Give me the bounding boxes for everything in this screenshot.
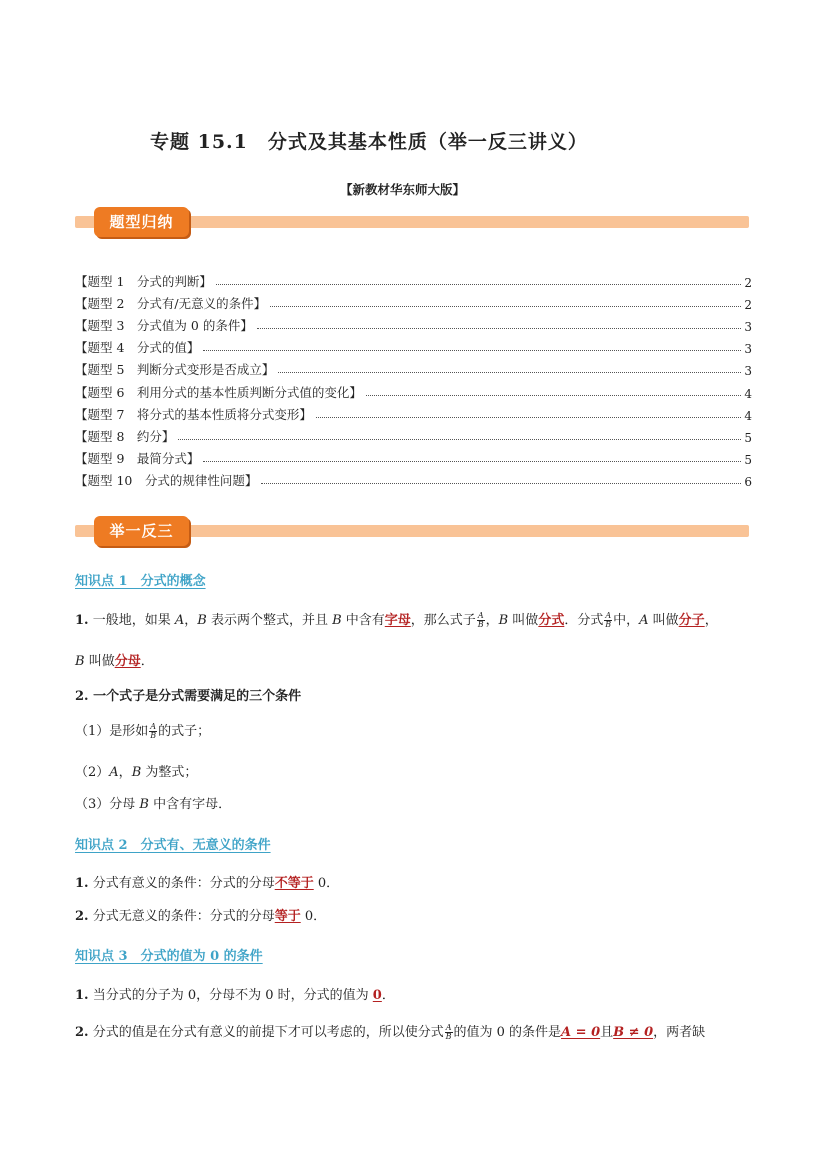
text: 当分式的分子为 0，分母不为 0 时，分式的值为 <box>88 988 373 1003</box>
toc-dot-leader <box>366 395 741 396</box>
var-b: B <box>498 613 509 628</box>
item-number: 2. <box>75 1025 89 1040</box>
fill-answer: 不等于 <box>274 876 314 891</box>
page-subtitle: 【新教材华东师大版】 <box>340 182 466 197</box>
var-a: A <box>109 765 119 780</box>
fraction-denominator: B <box>605 620 612 629</box>
text: ， <box>485 613 499 628</box>
text: ， <box>118 765 132 780</box>
var-a: A <box>174 613 185 628</box>
toc-dot-leader <box>178 439 741 440</box>
toc-page-number: 3 <box>744 342 752 357</box>
toc-dot-leader <box>216 284 741 285</box>
fraction-denominator: B <box>445 1032 452 1041</box>
toc-entry-label: 【题型 1 分式的判断】 <box>75 274 212 290</box>
toc-entry[interactable] <box>75 401 752 423</box>
fill-answer: A = 0 <box>561 1025 601 1040</box>
kp1-paragraph-2: 2. 一个式子是分式需要满足的三个条件 <box>75 689 302 704</box>
text: 的式子； <box>158 724 211 739</box>
fill-answer: 分母 <box>114 654 141 669</box>
toc-page-number: 5 <box>744 452 752 467</box>
knowledge-point-2-heading: 知识点 2 分式有、无意义的条件 <box>75 838 271 853</box>
text: 表示两个整式，并且 <box>206 613 333 628</box>
kp1-condition-2 <box>75 761 197 780</box>
text: ，两者缺 <box>653 1025 706 1040</box>
fraction-numerator: A <box>150 722 157 731</box>
fill-answer: B ≠ 0 <box>613 1025 654 1040</box>
text: ． <box>140 654 154 669</box>
text: 0． <box>313 876 340 891</box>
toc-entry-label: 【题型 2 分式有/无意义的条件】 <box>75 296 267 312</box>
text: 叫做 <box>508 613 539 628</box>
fill-answer: 等于 <box>274 909 301 924</box>
toc-page-number: 2 <box>744 276 752 291</box>
kp1-paragraph-1-cont <box>75 650 154 669</box>
item-number: 1. <box>75 876 89 891</box>
text: 0． <box>300 909 327 924</box>
main-banner <box>75 516 749 550</box>
toc-dot-leader <box>261 483 741 484</box>
toc-entry-label: 【题型 8 约分】 <box>75 428 175 444</box>
fraction-numerator: A <box>477 611 484 620</box>
toc-entry-label: 【题型 4 分式的值】 <box>75 340 200 356</box>
toc-dot-leader <box>203 461 741 462</box>
var-b: B <box>332 613 342 628</box>
fraction-a-over-b <box>477 612 485 629</box>
fraction-denominator: B <box>150 731 157 740</box>
text: （1）是形如 <box>75 724 149 739</box>
text: ， <box>704 613 718 628</box>
fill-answer: 0 <box>372 988 382 1003</box>
kp1-condition-1 <box>75 720 210 740</box>
item-number: 1. <box>75 613 89 628</box>
toc-dot-leader <box>203 350 741 351</box>
toc-dot-leader <box>316 417 741 418</box>
toc-page-number: 3 <box>744 320 752 335</box>
fraction-denominator: B <box>477 620 484 629</box>
page-title: 专题 15.1 分式及其基本性质（举一反三讲义） <box>150 131 588 153</box>
fraction-a-over-b <box>149 723 157 740</box>
toc-entry-label: 【题型 5 判断分式变形是否成立】 <box>75 362 275 378</box>
toc-page-number: 5 <box>744 430 752 445</box>
item-number: 2. <box>75 909 89 924</box>
fraction-a-over-b <box>445 1024 453 1041</box>
toc-dot-leader <box>270 306 741 307</box>
knowledge-point-1-heading: 知识点 1 分式的概念 <box>75 574 206 589</box>
kp1-condition-3 <box>75 793 231 812</box>
fraction-numerator: A <box>605 611 612 620</box>
text: 中含有字母． <box>148 797 232 812</box>
toc-entry-label: 【题型 3 分式值为 0 的条件】 <box>75 318 253 334</box>
item-number: 1. <box>75 988 89 1003</box>
text: ，那么式子 <box>410 613 476 628</box>
var-b: B <box>131 765 142 780</box>
knowledge-point-3-heading: 知识点 3 分式的值为 0 的条件 <box>75 949 263 964</box>
text: 分式的值是在分式有意义的前提下才可以考虑的，所以使分式 <box>88 1025 444 1040</box>
text: ． <box>381 988 395 1003</box>
toc-entry[interactable] <box>75 334 752 356</box>
text: 中， <box>613 613 640 628</box>
kp3-line-1 <box>75 984 395 1003</box>
table-of-contents <box>75 268 752 489</box>
toc-entry[interactable] <box>75 290 752 312</box>
text: 且 <box>600 1025 614 1040</box>
toc-dot-leader <box>278 372 741 373</box>
toc-page-number: 4 <box>744 408 752 423</box>
text: 中含有 <box>341 613 385 628</box>
var-a: A <box>639 613 649 628</box>
fraction-a-over-b <box>604 612 612 629</box>
text: 叫做 <box>84 654 115 669</box>
kp3-line-2 <box>75 1021 705 1041</box>
text: ， <box>184 613 198 628</box>
banner-label: 举一反三 <box>94 516 189 546</box>
kp1-paragraph-1 <box>75 609 718 629</box>
banner-label: 题型归纳 <box>94 207 189 237</box>
kp2-line-1 <box>75 872 339 891</box>
text: 为整式； <box>141 765 198 780</box>
toc-entry[interactable] <box>75 312 752 334</box>
text: （3）分母 <box>75 797 140 812</box>
kp2-line-2 <box>75 905 326 924</box>
fill-answer: 字母 <box>384 613 411 628</box>
fill-answer: 分式 <box>538 613 565 628</box>
toc-entry-label: 【题型 6 利用分式的基本性质判断分式值的变化】 <box>75 384 362 400</box>
toc-entry[interactable] <box>75 445 752 467</box>
text: ．分式 <box>564 613 604 628</box>
toc-banner <box>75 207 749 241</box>
text: 的值为 0 的条件是 <box>453 1025 562 1040</box>
toc-entry[interactable] <box>75 423 752 445</box>
toc-dot-leader <box>257 328 742 329</box>
text: 叫做 <box>648 613 679 628</box>
fill-answer: 分子 <box>678 613 705 628</box>
var-b: B <box>197 613 207 628</box>
toc-entry[interactable] <box>75 378 752 400</box>
text: 分式无意义的条件：分式的分母 <box>88 909 275 924</box>
toc-page-number: 4 <box>744 386 752 401</box>
toc-page-number: 6 <box>744 474 752 489</box>
text: （2） <box>75 765 110 780</box>
var-b: B <box>75 654 85 669</box>
toc-entry[interactable] <box>75 467 752 489</box>
toc-page-number: 2 <box>744 298 752 313</box>
toc-entry[interactable] <box>75 268 752 290</box>
toc-entry[interactable] <box>75 356 752 378</box>
text: 一般地，如果 <box>88 613 175 628</box>
toc-entry-label: 【题型 10 分式的规律性问题】 <box>75 472 258 488</box>
var-b: B <box>139 797 149 812</box>
toc-page-number: 3 <box>744 364 752 379</box>
toc-entry-label: 【题型 7 将分式的基本性质将分式变形】 <box>75 406 312 422</box>
text: 分式有意义的条件：分式的分母 <box>88 876 275 891</box>
fraction-numerator: A <box>445 1023 452 1032</box>
toc-entry-label: 【题型 9 最简分式】 <box>75 450 200 466</box>
